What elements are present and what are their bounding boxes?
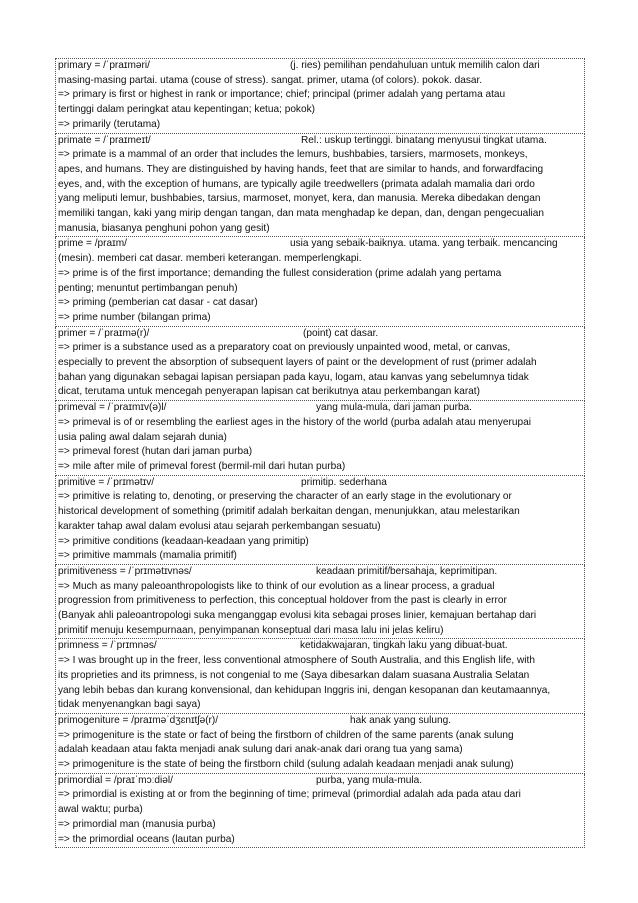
- entry-line: => prime is of the first importance; demanding the fullest consideration (prime adalah yang pertama: [58, 267, 502, 279]
- dictionary-entry: [55, 401, 585, 476]
- entry-translation: yang mula-mula, dari jaman purba.: [316, 402, 472, 414]
- entry-line: awal waktu; purba): [58, 804, 143, 816]
- entry-line: => primary is first or highest in rank or importance; chief; principal (primer adalah yang pertama atau: [58, 89, 506, 101]
- entry-line: adalah keadaan atau fakta menjadi anak sulung dari anak-anak dari orang tua yang sama): [58, 744, 463, 756]
- entry-headword: primogeniture = /praɪməˈdʒɛnɪtʃə(r)/: [58, 714, 219, 726]
- dictionary-entry: [55, 476, 585, 565]
- entry-line: karakter tahap awal dalam evolusi atau sejarah perkembangan sesuatu): [58, 520, 381, 532]
- entry-line: yang meliputi lemur, bushbabies, tarsius, marmoset, monyet, kera, dan manusia. Mereka dibedakan dengan: [58, 193, 541, 205]
- entry-line: eyes, and, with the exception of humans, are typically agile treedwellers (primata adalah mamalia dari ordo: [58, 178, 535, 190]
- entry-headword: primitiveness = /ˈprɪmətɪvnəs/: [58, 565, 192, 577]
- entry-line: bahan yang digunakan sebagai lapisan persiapan pada kayu, logam, atau kanvas yang sebelumnya tidak: [58, 371, 529, 383]
- entry-line: => primordial man (manusia purba): [58, 818, 216, 830]
- dictionary-entry: [55, 237, 585, 326]
- entry-line: => primarily (terutama): [58, 118, 161, 130]
- dictionary-entry: [55, 134, 585, 238]
- entry-headline: [58, 476, 582, 491]
- entry-line: primitif menuju kesempurnaan, penyimpanan konseptual dari masa lalu ini jelas keliru): [58, 624, 444, 636]
- entry-headword: primer = /ˈpraɪmə(r)/: [58, 327, 150, 339]
- dictionary-document: [55, 58, 585, 848]
- entry-headline: [58, 237, 582, 252]
- entry-line: especially to prevent the absorption of subsequent layers of paint or the development of rust (primer adalah: [58, 357, 537, 369]
- entry-line: usia paling awal dalam sejarah dunia): [58, 431, 227, 443]
- entry-headline: [58, 639, 582, 654]
- entry-headword: primate = /ˈpraɪmeɪt/: [58, 134, 151, 146]
- entry-headword: primary = /ˈpraɪməri/: [58, 60, 150, 71]
- entry-line: => primitive mammals (mamalia primitif): [58, 550, 237, 562]
- entry-translation: keadaan primitif/bersahaja, keprimitipan.: [316, 565, 498, 577]
- entry-headline: [58, 714, 582, 729]
- entry-line: => primeval forest (hutan dari jaman purba): [58, 446, 253, 458]
- entry-line: tertinggi dalam peringkat atau kepentingan; ketua; pokok): [58, 104, 315, 116]
- entry-line: => Much as many paleoanthropologists like to think of our evolution as a linear process, a gradual: [58, 580, 495, 592]
- entry-headword: prime = /praɪm/: [58, 238, 127, 250]
- entry-line: => primogeniture is the state of being the firstborn child (sulung adalah keadaan menjadi anak sulung): [58, 759, 514, 771]
- entry-headword: primordial = /praɪˈmɔːdiəl/: [58, 774, 173, 786]
- entry-headline: [58, 327, 582, 342]
- entry-headline: [58, 59, 582, 74]
- entry-line: => primer is a substance used as a preparatory coat on previously unpainted wood, metal, or canvas,: [58, 342, 511, 354]
- entry-headline: [58, 565, 582, 580]
- entry-translation: Rel.: uskup tertinggi. binatang menyusui tingkat utama.: [301, 134, 547, 146]
- entry-line: penting; menuntut pertimbangan penuh): [58, 282, 238, 294]
- entry-line: => mile after mile of primeval forest (bermil-mil dari hutan purba): [58, 460, 346, 472]
- entry-line: => primordial is existing at or from the beginning of time; primeval (primordial adalah ada pada atau dari: [58, 789, 521, 801]
- entry-line: yang lebih bebas dan kurang konvensional, dan kehidupan Inggris ini, dengan kesopanan dan keutamaannya,: [58, 684, 551, 696]
- entry-line: historical development of something (primitif adalah berkaitan dengan, menunjukkan, atau melestarikan: [58, 506, 520, 518]
- entry-line: => priming (pemberian cat dasar - cat dasar): [58, 297, 258, 309]
- entry-translation: ketidakwajaran, tingkah laku yang dibuat-buat.: [300, 640, 508, 652]
- dictionary-entry: [55, 774, 585, 849]
- entry-line: dicat, terutama untuk mencegah penyerapan lapisan cat berikutnya atau perkembangan karat): [58, 386, 480, 398]
- entry-line: masing-masing partai. utama (couse of stress). sangat. primer, utama (of colors). pokok. dasar.: [58, 74, 483, 86]
- entry-line: => the primordial oceans (lautan purba): [58, 833, 235, 845]
- entry-translation: purba, yang mula-mula.: [316, 774, 423, 786]
- entry-headline: [58, 134, 582, 149]
- entry-line: memiliki tangan, kaki yang mirip dengan tangan, dan mata menghadap ke depan, dan, dengan pengecualian: [58, 208, 544, 220]
- entry-line: progression from primitiveness to perfection, this conceptual holdover from the past is clearly in error: [58, 595, 507, 607]
- entry-line: manusia, biasanya penghuni pohon yang gesit): [58, 222, 270, 234]
- entry-line: => prime number (bilangan prima): [58, 311, 211, 323]
- dictionary-entry: [55, 714, 585, 774]
- entry-line: apes, and humans. They are distinguished by having hands, feet that are similar to hands, and forwardfacing: [58, 163, 544, 175]
- entry-headword: primness = /ˈprɪmnəs/: [58, 640, 157, 652]
- entry-line: => primogeniture is the state or fact of being the firstborn of children of the same parents (anak sulung: [58, 729, 514, 741]
- entry-line: => I was brought up in the freer, less conventional atmosphere of South Australia, and this English life, with: [58, 655, 535, 667]
- entry-translation: (j. ries) pemilihan pendahuluan untuk memilih calon dari: [290, 60, 540, 71]
- dictionary-entry: [55, 565, 585, 640]
- dictionary-entry: [55, 639, 585, 714]
- entry-translation: (point) cat dasar.: [303, 327, 379, 339]
- entry-translation: usia yang sebaik-baiknya. utama. yang terbaik. mencancing: [290, 238, 558, 250]
- dictionary-entry: [55, 327, 585, 402]
- entry-line: (mesin). memberi cat dasar. memberi keterangan. memperlengkapi.: [58, 253, 362, 265]
- dictionary-entry: [55, 58, 585, 134]
- entry-headline: [58, 774, 582, 789]
- entry-line: (Banyak ahli paleoantropologi suka menganggap evolusi kita sebagai proses linier, kemajuan bertahap dari: [58, 610, 537, 622]
- entry-headword: primitive = /ˈprɪmətɪv/: [58, 476, 155, 488]
- entry-line: => primitive conditions (keadaan-keadaan yang primitip): [58, 535, 309, 547]
- entry-line: => primeval is of or resembling the earliest ages in the history of the world (purba adalah atau menyerupai: [58, 416, 531, 428]
- entry-line: => primate is a mammal of an order that includes the lemurs, bushbabies, tarsiers, marmosets, monkeys,: [58, 149, 528, 161]
- entry-translation: hak anak yang sulung.: [350, 714, 452, 726]
- entry-line: its proprieties and its primness, is not congenial to me (Saya dibesarkan dalam suasana Australia Selatan: [58, 669, 530, 681]
- entry-line: tidak menyenangkan bagi saya): [58, 699, 201, 711]
- entry-headword: primeval = /ˈpraɪmɪv(ə)l/: [58, 402, 167, 414]
- entry-line: => primitive is relating to, denoting, or preserving the character of an early stage in the evolutionary or: [58, 491, 512, 503]
- entry-translation: primitip. sederhana: [301, 476, 387, 488]
- entry-headline: [58, 401, 582, 416]
